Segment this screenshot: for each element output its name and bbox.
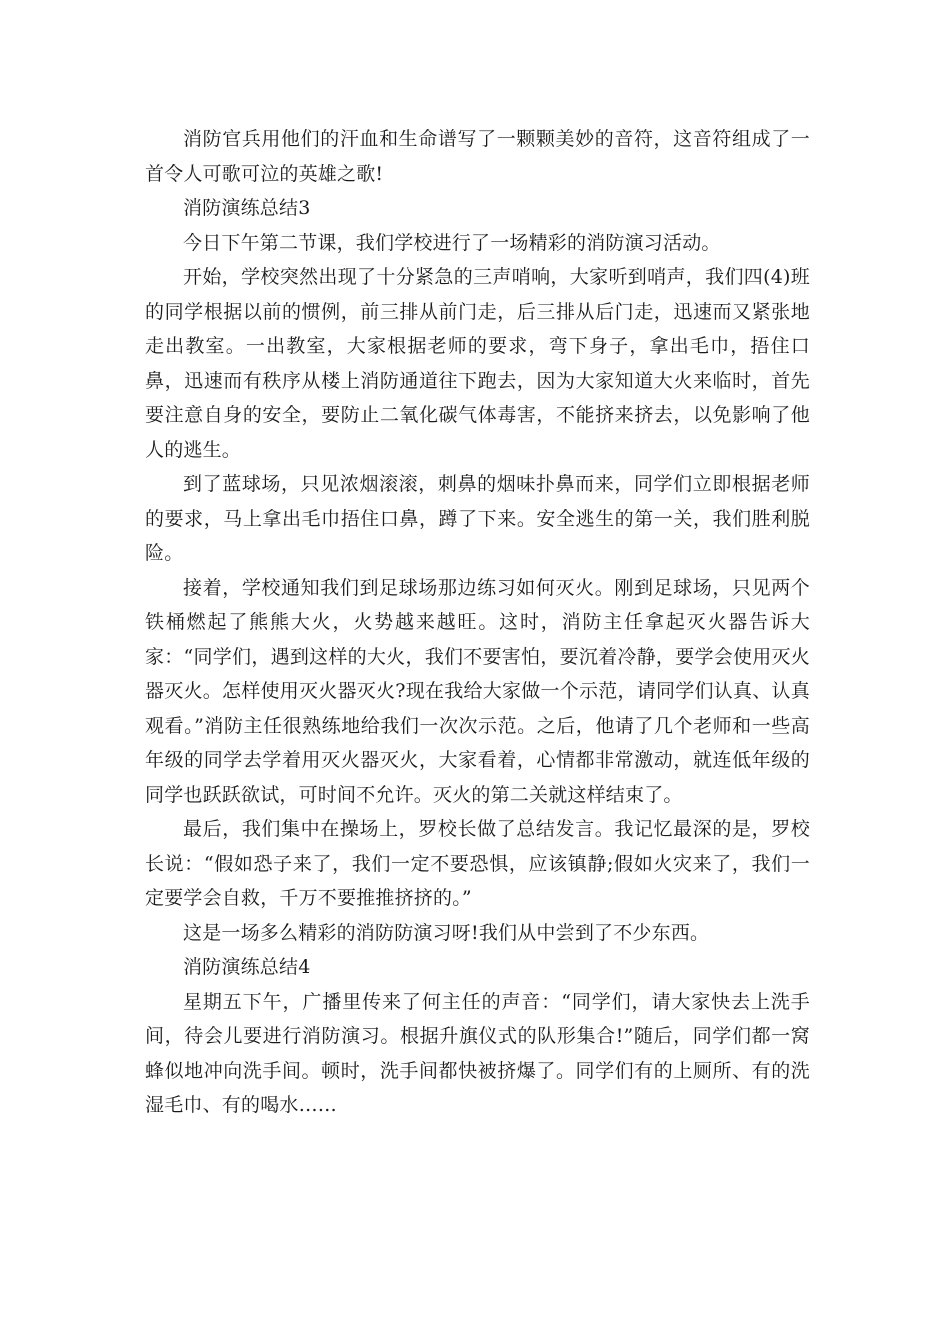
section-heading-3: 消防演练总结3 [183, 197, 311, 219]
paragraph-conclusion: 这是一场多么精彩的消防防演习呀!我们从中尝到了不少东西。 [183, 921, 710, 944]
section-heading-4: 消防演练总结4 [183, 956, 311, 978]
paragraph-principal-speech: 最后，我们集中在操场上，罗校长做了总结发言。我记忆最深的是，罗校长说：“假如恐子来了，我们一定不要恐惧，应该镇静;假如火灾来了，我们一定要学会自救，千万不要推推挤挤的。” [145, 818, 810, 909]
paragraph-basketball-court: 到了蓝球场，只见浓烟滚滚，刺鼻的烟味扑鼻而来，同学们立即根据老师的要求，马上拿出毛巾捂住口鼻，蹲了下来。安全逃生的第一关，我们胜利脱险。 [145, 473, 810, 564]
document-body [145, 122, 810, 1123]
paragraph-fire-extinguishing: 接着，学校通知我们到足球场那边练习如何灭火。刚到足球场，只见两个铁桶燃起了熊熊大火，火势越来越旺。这时，消防主任拿起灭火器告诉大家：“同学们，遇到这样的大火，我们不要害怕，要沉着冷静，要学会使用灭火器灭火。怎样使用灭火器灭火?现在我给大家做一个示范，请同学们认真、认真观看。”消防主任很熟练地给我们一次次示范。之后，他请了几个老师和一些高年级的同学去学着用灭火器灭火，大家看着，心情都非常激动，就连低年级的同学也跃跃欲试，可时间不允许。灭火的第二关就这样结束了。 [145, 576, 810, 806]
paragraph-evacuation: 开始，学校突然出现了十分紧急的三声哨响，大家听到哨声，我们四(4)班的同学根据以前的惯例，前三排从前门走，后三排从后门走，迅速而又紧张地走出教室。一出教室，大家根据老师的要求，弯下身子，拿出毛巾，捂住口鼻，迅速而有秩序从楼上消防通道往下跑去，因为大家知道大火来临时，首先要注意自身的安全，要防止二氧化碳气体毒害，不能挤来挤去，以免影响了他人的逃生。 [145, 266, 810, 461]
paragraph-intro: 今日下午第二节课，我们学校进行了一场精彩的消防演习活动。 [183, 231, 721, 254]
paragraph-closing-summary: 消防官兵用他们的汗血和生命谱写了一颗颗美妙的音符，这音符组成了一首令人可歌可泣的英雄之歌! [145, 128, 810, 185]
paragraph-friday-drill: 星期五下午，广播里传来了何主任的声音：“同学们，请大家快去上洗手间，待会儿要进行消防演习。根据升旗仪式的队形集合!”随后，同学们都一窝蜂似地冲向洗手间。顿时，洗手间都快被挤爆了。同学们有的上厕所、有的洗湿毛巾、有的喝水…… [145, 990, 810, 1116]
